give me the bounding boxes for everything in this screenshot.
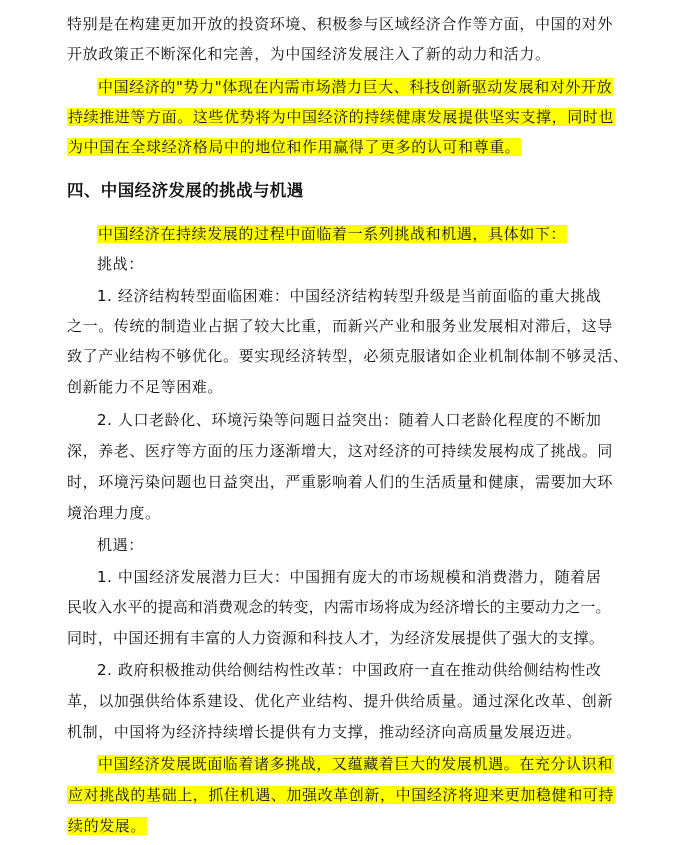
intro-line-2 <box>67 42 551 66</box>
highlighted-text: 为中国在全球经济格局中的地位和作用赢得了更多的认可和尊重。 <box>68 138 521 156</box>
section-intro-line <box>97 222 567 246</box>
intro-line-1 <box>67 12 613 36</box>
challenge-2-line-4: 境治理力度。 <box>67 504 161 522</box>
opportunity-1-line-1: 1. 中国经济发展潜力巨大：中国拥有庞大的市场规模和消费潜力，随着居 <box>97 568 602 586</box>
opportunity-2-line-3: 机制，中国将为经济持续增长提供有力支撑，推动经济向高质量发展迈进。 <box>67 723 582 741</box>
opportunities-label: 机遇： <box>97 536 144 554</box>
challenge-2-line-3: 时，环境污染问题也日益突出，严重影响着人们的生活质量和健康，需要加大环 <box>67 473 614 491</box>
challenge-1-line-1: 1. 经济结构转型面临困难：中国经济结构转型升级是当前面临的重大挑战 <box>97 287 602 305</box>
highlighted-text: 中国经济在持续发展的过程中面临着一系列挑战和机遇，具体如下： <box>98 225 567 243</box>
highlighted-text: 持续推进等方面。这些优势将为中国经济的持续健康发展提供坚实支撑，同时也 <box>68 108 615 126</box>
challenges-label: 挑战： <box>97 255 144 273</box>
highlighted-text: 中国经济发展既面临着诸多挑战，又蕴藏着巨大的发展机遇。在充分认识和 <box>98 755 613 773</box>
opportunity-2-line-2: 革，以加强供给体系建设、优化产业结构、提升供给质量。通过深化改革、创新 <box>67 692 614 710</box>
opportunity-1-line-3: 同时，中国还拥有丰富的人力资源和科技人才，为经济发展提供了强大的支撑。 <box>67 629 605 647</box>
highlighted-text: 续的发展。 <box>68 817 147 835</box>
challenge-1-line-4: 创新能力不足等困难。 <box>67 378 224 396</box>
summary-line-2 <box>67 105 615 129</box>
text-run: 开放政策正不断深化和完善，为中国经济发展注入了新的动力和活力。 <box>67 45 551 63</box>
text-run: 特别是在构建更加开放的投资环境、积极参与区域经济合作等方面，中国的对外 <box>67 15 614 33</box>
highlighted-text: 应对挑战的基础上，抓住机遇、加强改革创新，中国经济将迎来更加稳健和可持 <box>68 786 615 804</box>
conclusion-line-1 <box>97 752 614 776</box>
conclusion-line-2 <box>67 783 615 807</box>
challenge-1-line-3: 致了产业结构不够优化。要实现经济转型，必须克服诸如企业机制体制不够灵活、 <box>67 347 629 365</box>
opportunity-2-line-1: 2. 政府积极推动供给侧结构性改革：中国政府一直在推动供给侧结构性改 <box>97 661 602 679</box>
challenge-1-line-2: 之一。传统的制造业占据了较大比重，而新兴产业和服务业发展相对滞后，这导 <box>67 317 614 335</box>
opportunity-1-line-2: 民收入水平的提高和消费观念的转变，内需市场将成为经济增长的主要动力之一。 <box>67 598 611 616</box>
summary-line-3 <box>67 135 521 159</box>
challenge-2-line-2: 深，养老、医疗等方面的压力逐渐增大，这对经济的可持续发展构成了挑战。同 <box>67 442 614 460</box>
conclusion-line-3 <box>67 814 147 838</box>
challenge-2-line-1: 2. 人口老龄化、环境污染等问题日益突出：随着人口老龄化程度的不断加 <box>97 411 602 429</box>
summary-line-1 <box>97 75 613 99</box>
section-heading: 四、中国经济发展的挑战与机遇 <box>67 181 304 200</box>
highlighted-text: 中国经济的"势力"体现在内需市场潜力巨大、科技创新驱动发展和对外开放 <box>98 78 613 96</box>
